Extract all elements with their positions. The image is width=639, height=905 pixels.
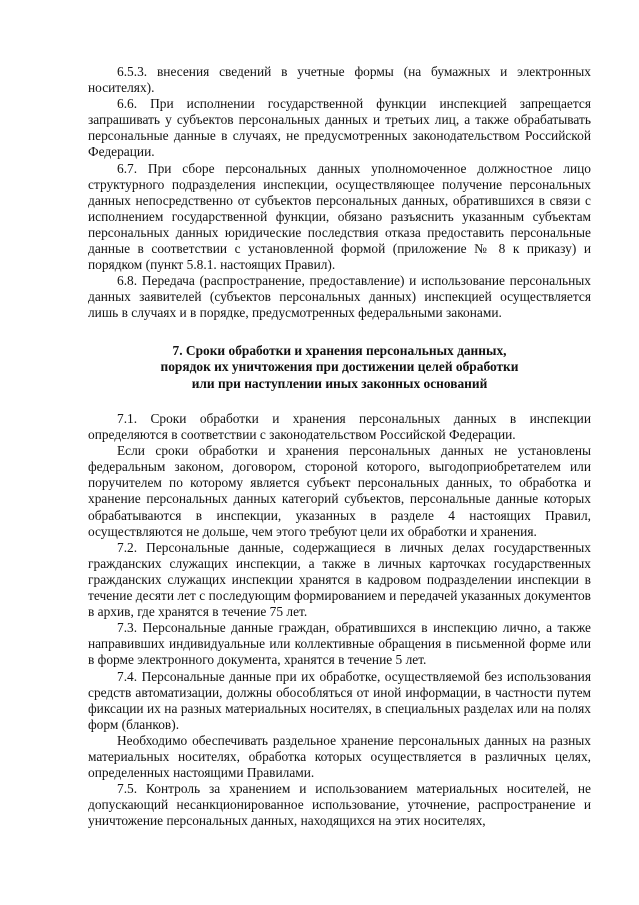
paragraph-6-7: 6.7. При сборе персональных данных уполномоченное должностное лицо структурного подразделения инспекции, осуществляющее получение персональных данных непосредственно от субъектов персональных данных, обратившихся в связи с исполнением государственной функции, обязано разъяснить указанным субъектам персональных данных юридические последствия отказа предоставить персональные данные в соответствии с установленной формой (приложение № 8 к приказу) и порядком (пункт 5.8.1. настоящих Правил). [88, 160, 591, 273]
paragraph-6-6: 6.6. При исполнении государственной функции инспекцией запрещается запрашивать у субъектов персональных данных и третьих лиц, а также обрабатывать персональные данные в случаях, не предусмотренных законодательством Российской Федерации. [88, 96, 591, 160]
paragraph-7-4: 7.4. Персональные данные при их обработке, осуществляемой без использования средств автоматизации, должны обособляться от иной информации, в частности путем фиксации их на разных материальных носителях, в специальных разделах или на полях форм (бланков). [88, 668, 591, 732]
section-heading-line-3: или при наступлении иных законных оснований [191, 375, 488, 391]
paragraph-7-1: 7.1. Сроки обработки и хранения персональных данных в инспекции определяются в соответствии с законодательством Российской Федерации. [88, 411, 591, 443]
paragraph-6-8: 6.8. Передача (распространение, предоставление) и использование персональных данных заявителей (субъектов персональных данных) инспекцией осуществляется лишь в случаях и в порядке, предусмотренных федеральными законами. [88, 273, 591, 321]
paragraph-7-3: 7.3. Персональные данные граждан, обратившихся в инспекцию лично, а также направивших индивидуальные или коллективные обращения в письменной форме или в форме электронного документа, хранятся в течение 5 лет. [88, 620, 591, 668]
section-7-heading [88, 343, 591, 393]
paragraph-7-1-continued: Если сроки обработки и хранения персональных данных не установлены федеральным законом, договором, стороной которого, выгодоприобретателем или поручителем по которому является субъект персональных данных, то обработка и хранение персональных данных категорий субъектов, персональные данные которых обрабатываются в инспекции, указанных в разделе 4 настоящих Правил, осуществляются не дольше, чем этого требуют цели их обработки и хранения. [88, 443, 591, 539]
paragraph-6-5-3: 6.5.3. внесения сведений в учетные формы (на бумажных и электронных носителях). [88, 64, 591, 96]
section-heading-line-2: порядок их уничтожения при достижении целей обработки [160, 359, 519, 374]
paragraph-7-2: 7.2. Персональные данные, содержащиеся в личных делах государственных гражданских служащих инспекции, а также в личных карточках государственных гражданских служащих инспекции хранятся в кадровом подразделении инспекции в течение десяти лет с последующим формированием и передачей указанных документов в архив, где хранятся в течение 75 лет. [88, 539, 591, 620]
paragraph-7-5: 7.5. Контроль за хранением и использованием материальных носителей, не допускающий несанкционированное использование, уточнение, распространение и уничтожение персональных данных, находящихся на этих носителях, [88, 781, 591, 829]
document-page [88, 64, 591, 829]
section-heading-line-1: 7. Сроки обработки и хранения персональных данных, [172, 342, 507, 358]
paragraph-7-4-continued: Необходимо обеспечивать раздельное хранение персональных данных на разных материальных носителях, обработка которых осуществляется в различных целях, определенных настоящими Правилами. [88, 732, 591, 781]
